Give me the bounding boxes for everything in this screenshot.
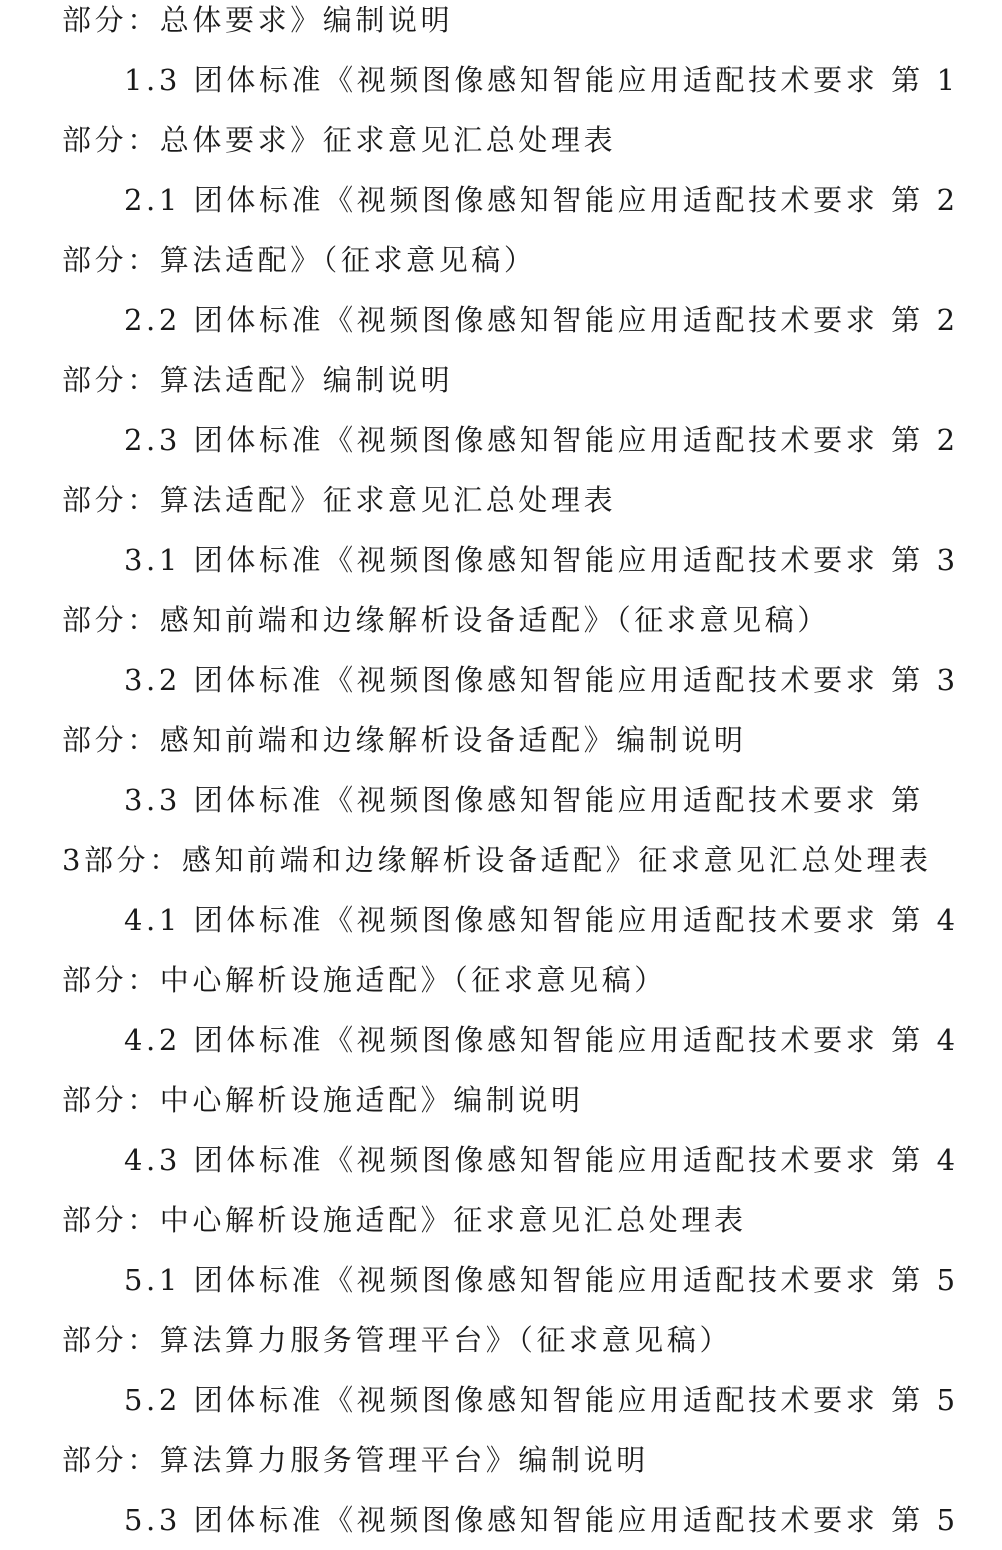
text-line: 部分：算法适配》（征求意见稿）: [62, 243, 537, 277]
text-line: 1.3 团体标准《视频图像感知智能应用适配技术要求 第 1: [124, 63, 959, 97]
text-line: 5.2 团体标准《视频图像感知智能应用适配技术要求 第 5: [124, 1383, 959, 1417]
text-line: 部分：算法适配》编制说明: [62, 363, 454, 397]
text-line: 部分：中心解析设施适配》编制说明: [62, 1083, 584, 1117]
text-line: 部分：总体要求》征求意见汇总处理表: [62, 123, 617, 157]
text-line: 5.1 团体标准《视频图像感知智能应用适配技术要求 第 5: [124, 1263, 959, 1297]
text-line: 4.3 团体标准《视频图像感知智能应用适配技术要求 第 4: [124, 1143, 959, 1177]
text-line: 部分：感知前端和边缘解析设备适配》编制说明: [62, 723, 747, 757]
text-line: 3.1 团体标准《视频图像感知智能应用适配技术要求 第 3: [124, 543, 959, 577]
text-line: 4.1 团体标准《视频图像感知智能应用适配技术要求 第 4: [124, 903, 959, 937]
text-line: 2.2 团体标准《视频图像感知智能应用适配技术要求 第 2: [124, 303, 959, 337]
text-line: 部分：算法适配》征求意见汇总处理表: [62, 483, 617, 517]
text-line: 部分：总体要求》编制说明: [62, 3, 454, 37]
text-line: 部分：感知前端和边缘解析设备适配》（征求意见稿）: [62, 603, 830, 637]
text-line: 2.1 团体标准《视频图像感知智能应用适配技术要求 第 2: [124, 183, 959, 217]
text-line: 部分：中心解析设施适配》征求意见汇总处理表: [62, 1203, 747, 1237]
text-line: 5.3 团体标准《视频图像感知智能应用适配技术要求 第 5: [124, 1503, 959, 1537]
text-line: 3.2 团体标准《视频图像感知智能应用适配技术要求 第 3: [124, 663, 959, 697]
text-line: 4.2 团体标准《视频图像感知智能应用适配技术要求 第 4: [124, 1023, 959, 1057]
text-line: 部分：算法算力服务管理平台》（征求意见稿）: [62, 1323, 733, 1357]
text-line: 2.3 团体标准《视频图像感知智能应用适配技术要求 第 2: [124, 423, 959, 457]
text-line: 部分：算法算力服务管理平台》编制说明: [62, 1443, 649, 1477]
text-line: 3.3 团体标准《视频图像感知智能应用适配技术要求 第: [124, 783, 924, 817]
text-line: 3部分：感知前端和边缘解析设备适配》征求意见汇总处理表: [62, 843, 932, 877]
text-line: 部分：中心解析设施适配》（征求意见稿）: [62, 963, 667, 997]
